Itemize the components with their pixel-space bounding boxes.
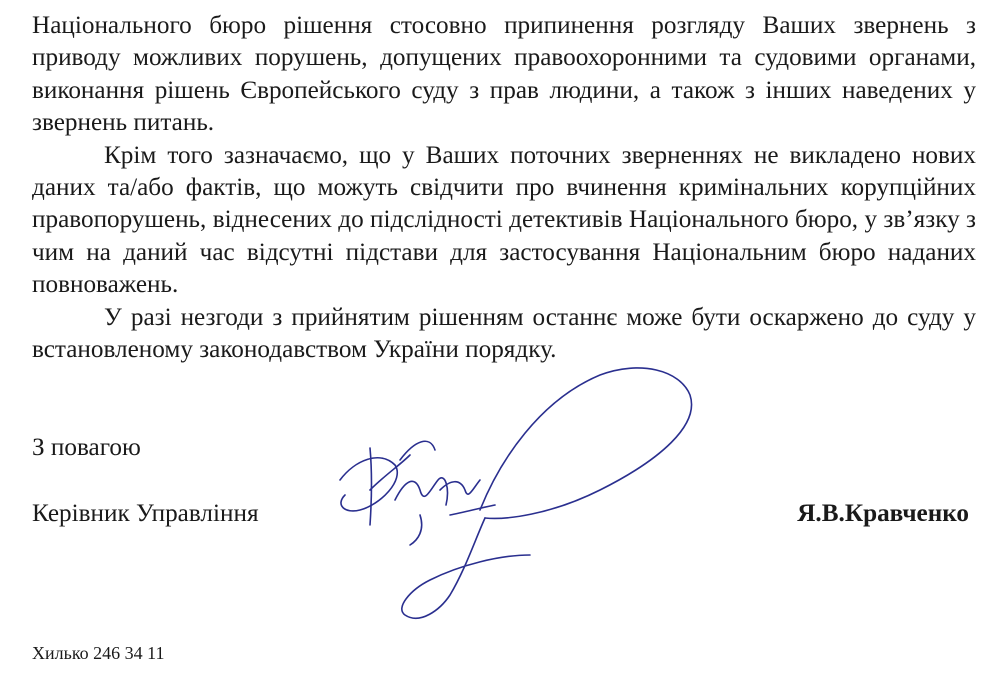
handwritten-signature [300,340,720,640]
paragraph-appeal: У разі незгоди з прийнятим рішенням останнє може бути оскаржено до суду у встановленому законодавством України порядку. [32,303,976,364]
signer-name: Я.В.Кравченко [797,500,969,527]
executor-contact: Хилько 246 34 11 [32,643,165,663]
letter-body [32,10,976,366]
paragraph-no-new-facts: Крім того зазначаємо, що у Ваших поточних зверненнях не викладено нових даних та/або фактів, що можуть свідчити про вчинення кримінальних корупційних правопорушень, віднесених до підслідності детективів Національного бюро, у зв’язку з чим на даний час відсутні підстави для застосування Національним бюро наданих повноважень. [32,141,976,299]
signer-position: Керівник Управління [32,500,259,527]
paragraph-continuation: Національного бюро рішення стосовно припинення розгляду Ваших звернень з приводу можливих порушень, допущених правоохоронними та судовими органами, виконання рішень Європейського суду з прав людини, а також з інших наведених у звернень питань. [32,12,976,137]
closing-regards: З повагою [32,434,141,461]
